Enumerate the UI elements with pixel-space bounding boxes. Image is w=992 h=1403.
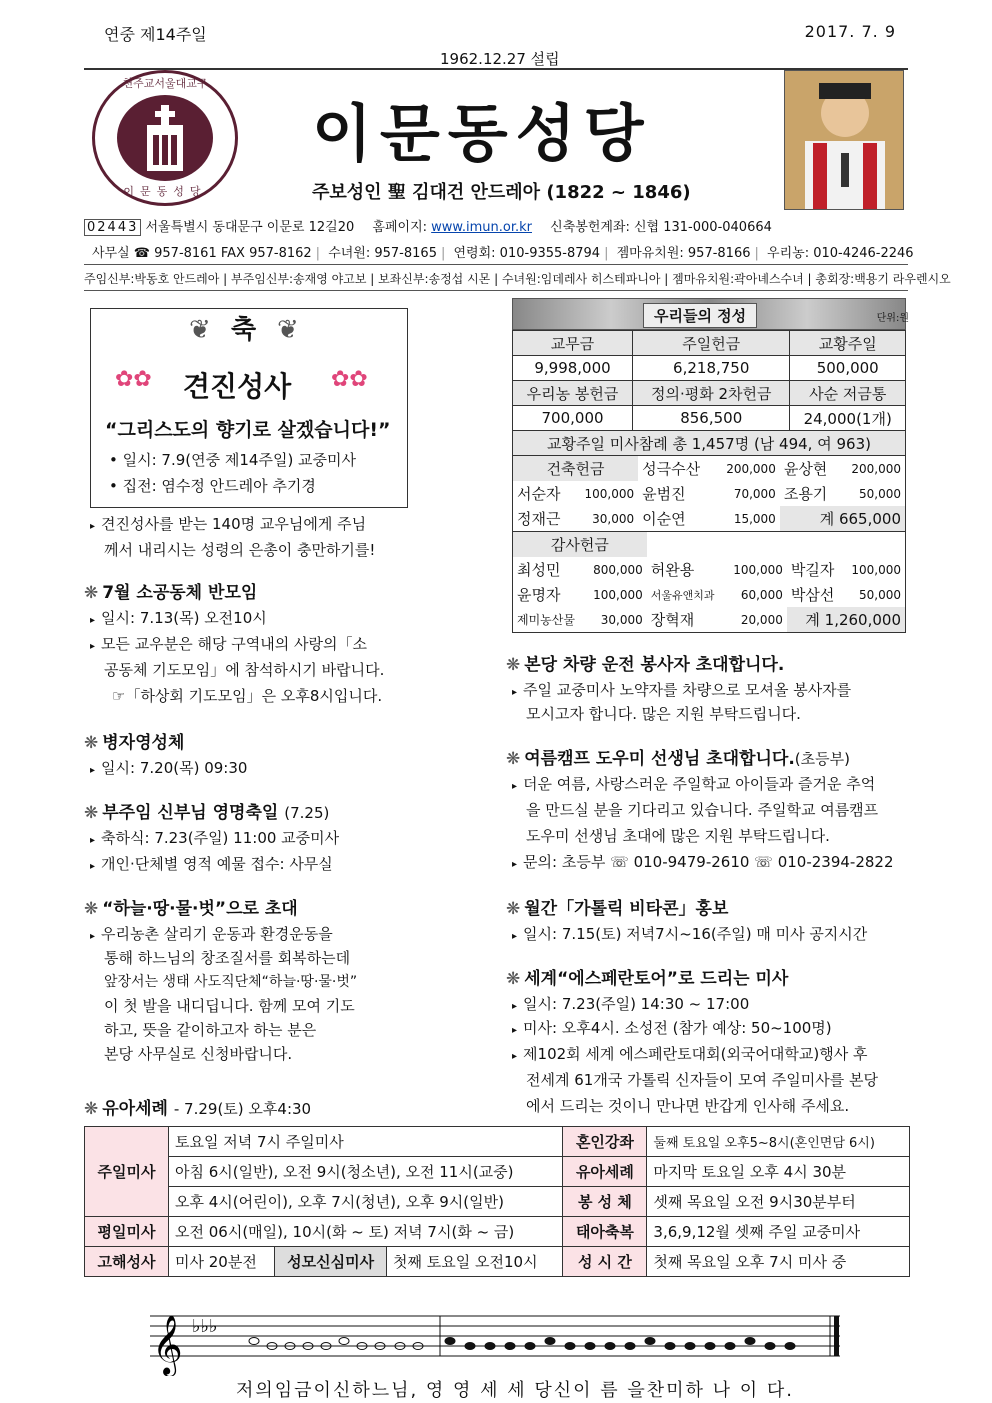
music-note bbox=[785, 1343, 795, 1350]
music-note bbox=[545, 1338, 555, 1345]
laurel-left-icon: ❦ bbox=[189, 315, 211, 345]
account: 신축봉헌계좌: 신협 131-000-040664 bbox=[550, 220, 772, 235]
mass-schedule: 주일미사 토요일 저녁 7시 주일미사 혼인강좌 둘째 토요일 오후5~8시(혼인면담 6시) 아침 6시(일반), 오전 9시(청소년), 오전 11시(교중) 유아세례 마지막 토요일 오후 4시 30분 오후 4시(어린이), 오후 7시(청년), 오후 9시(일반) 봉 성 체 셋째 목요일 오전 9시30분부터 평일미사 오전 06시(매일), 10시(화 ~ 토) 저녁 7시(화 ~ 금) 태아축복 3,6,9,12월 셋째 주일 교중미사 고해성사 미사 20분전 성모신심미사 첫째 토요일 오전10시 성 시 간 첫째 목요일 오후 7시 미사 중 bbox=[84, 1126, 910, 1277]
music-note bbox=[765, 1343, 775, 1350]
music-note bbox=[565, 1343, 575, 1350]
snowflake-icon: ❋ bbox=[506, 899, 521, 919]
liturgical-week: 연중 제14주일 bbox=[104, 25, 207, 44]
snowflake-icon: ❋ bbox=[84, 899, 99, 919]
church-icon bbox=[117, 95, 213, 181]
hymn-lyric: 저의임금이신하느님, 영 영 세 세 당신이 름 을찬미하 나 이 다. bbox=[236, 1380, 794, 1401]
address: 서울특별시 동대문구 이문로 12길20 bbox=[145, 220, 355, 235]
phone-line: 사무실 ☎ 957-8161 FAX 957-8162 | 수녀원: 957-8165 | 연령회: 010-9355-8794 | 젬마유치원: 957-8166 | 우리농: 010-4246-2246 bbox=[92, 246, 914, 261]
section-esperanto: ❋ 세계“에스페란토어”로 드리는 미사 bbox=[506, 969, 789, 989]
music-note bbox=[465, 1343, 475, 1350]
confirmation-item: • 일시: 7.9(연중 제14주일) 교중미사 bbox=[109, 451, 357, 469]
music-note bbox=[705, 1343, 715, 1350]
postcode: 02443 bbox=[84, 219, 141, 236]
parish-title: 이문동성당 bbox=[312, 97, 652, 170]
snowflake-icon: ❋ bbox=[84, 803, 99, 823]
snowflake-icon: ❋ bbox=[84, 733, 99, 753]
snowflake-icon: ❋ bbox=[506, 749, 521, 769]
music-note bbox=[725, 1343, 735, 1350]
flower-right-icon: ✿✿ bbox=[331, 367, 368, 392]
confirmation-slogan: “그리스도의 향기로 살겠습니다!” bbox=[105, 419, 391, 441]
confirmation-title: 견진성사 bbox=[183, 370, 292, 403]
parish-logo: 천주교서울대교구 이문동성당 bbox=[92, 70, 238, 206]
homepage-link[interactable]: www.imun.or.kr bbox=[431, 220, 532, 235]
music-note bbox=[505, 1343, 515, 1350]
section-feast-day: ❋ 부주임 신부님 영명축일 (7.25) bbox=[84, 803, 330, 823]
celebration-char: 축 bbox=[231, 315, 257, 345]
founded-date: 1962.12.27 설립 bbox=[440, 50, 560, 68]
snowflake-icon: ❋ bbox=[506, 655, 521, 675]
music-note bbox=[745, 1338, 755, 1345]
patron-saint: 주보성인 聖 김대건 안드레아 (1822 ~ 1846) bbox=[312, 182, 691, 203]
snowflake-icon: ❋ bbox=[84, 1099, 99, 1119]
confirmation-note: 께서 내리시는 성령의 은총이 충만하기를! bbox=[104, 541, 376, 559]
flower-left-icon: ✿✿ bbox=[115, 367, 152, 392]
offering-header: 우리들의 정성 단위:원 bbox=[512, 298, 906, 330]
bulletin-date: 2017. 7. 9 bbox=[804, 22, 896, 41]
section-infant-baptism: ❋ 유아세례 - 7.29(토) 오후4:30 bbox=[84, 1099, 312, 1119]
confirmation-item: • 집전: 염수정 안드레아 추기경 bbox=[109, 477, 316, 495]
music-note bbox=[339, 1338, 349, 1345]
music-note bbox=[665, 1343, 675, 1350]
flat-icon: ♭♭♭ bbox=[192, 1316, 218, 1337]
treble-clef-icon: 𝄞 bbox=[152, 1315, 183, 1375]
music-staff bbox=[150, 1306, 840, 1376]
music-note bbox=[585, 1343, 595, 1350]
section-magazine: ❋ 월간「가톨릭 비타콘」홍보 bbox=[506, 899, 729, 919]
music-note bbox=[445, 1338, 455, 1345]
laurel-right-icon: ❦ bbox=[277, 315, 299, 345]
music-note bbox=[645, 1338, 655, 1345]
music-note bbox=[485, 1343, 495, 1350]
music-note bbox=[625, 1343, 635, 1350]
offering-table: 우리들의 정성 단위:원 교무금 주일헌금 교황주일 9,998,000 6,218,750 500,000 우리농 봉헌금 정의·평화 2차헌금 사순 저금통 700,000 856,500 24,000(1개) 교황주일 미사참례 총 1,457명 (남 494, 여 963) 건축헌금 성극수산 200,000 윤상현 200,000 서순자 100,000 윤범진 70,000 조용기 50,000 정재근 30,000 이순연 15,000 계 665,000 감사헌금 최성민 800,000 허완용 100,000 박길자 100,000 윤명자 100,000 서울유앤치과 60,000 박삼선 50,000 제미농산물 30,000 장혁재 20,000 계 1,260,000 bbox=[512, 298, 906, 633]
music-note bbox=[525, 1343, 535, 1350]
music-note bbox=[249, 1338, 259, 1345]
snowflake-icon: ❋ bbox=[506, 969, 521, 989]
confirmation-note: ▸ 견진성사를 받는 140명 교우님에게 주님 bbox=[90, 515, 367, 533]
music-note bbox=[605, 1343, 615, 1350]
address-line: 02443 서울특별시 동대문구 이문로 12길20 홈페이지: www.imun.or.kr 신축봉헌계좌: 신협 131-000-040664 bbox=[84, 216, 772, 235]
section-drivers: ❋ 본당 차량 운전 봉사자 초대합니다. bbox=[506, 655, 785, 675]
section-small-community: ❋ 7월 소공동체 반모임 bbox=[84, 583, 258, 603]
staff-line: 주임신부:박동호 안드레아 | 부주임신부:송재영 야고보 | 보좌신부:송정섭 시몬 | 수녀원:임데레사 히스테파니아 | 젬마유치원:곽아녜스수녀 | 총회장:백용기 라우렌시오 bbox=[84, 272, 951, 286]
snowflake-icon: ❋ bbox=[84, 583, 99, 603]
section-sick-communion: ❋ 병자영성체 bbox=[84, 733, 185, 753]
saint-portrait bbox=[784, 70, 904, 210]
confirmation-box bbox=[90, 308, 408, 508]
section-summer-camp: ❋ 여름캠프 도우미 선생님 초대합니다.(초등부) bbox=[506, 749, 850, 769]
section-invitation: ❋ “하늘·땅·물·벗”으로 초대 bbox=[84, 899, 298, 919]
music-note bbox=[685, 1343, 695, 1350]
